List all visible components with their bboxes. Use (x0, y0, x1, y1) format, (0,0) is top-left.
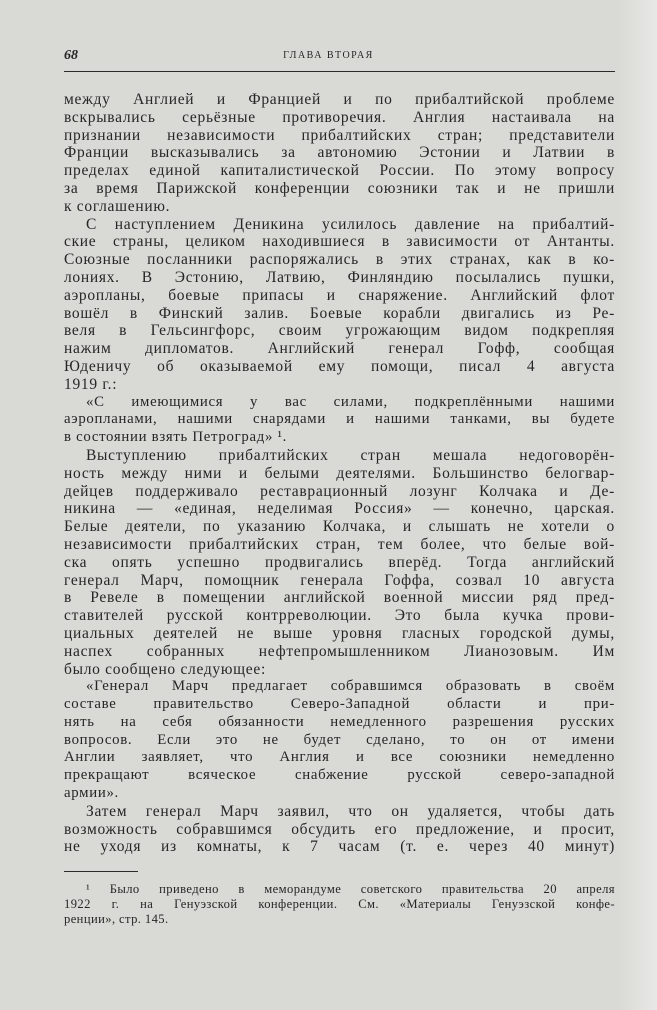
text-line: за время Парижской конференции союзники так и не пришли (64, 179, 615, 197)
paragraph (64, 216, 615, 394)
text-line: возможность собравшимся обсудить его предложение, и просит, (64, 820, 615, 838)
text-line: прекращают всяческое снабжение русской северо-западной (64, 767, 615, 784)
text-line: С наступлением Деникина усилилось давление на прибалтий- (86, 215, 615, 233)
text-line: дейцев поддерживало реставрационный лозунг Колчака и Де- (64, 482, 615, 500)
text-line: вопросов. Если это не будет сделано, то он от имени (64, 731, 615, 748)
text-line: признании независимости прибалтийских стран; представители (64, 126, 615, 144)
text-line: нажим дипломатов. Английский генерал Гофф, сообщая (64, 340, 615, 358)
footnote (64, 882, 615, 927)
paragraph (64, 91, 615, 216)
text-line: в состоянии взять Петроград» ¹. (64, 429, 287, 446)
text-line: вошёл в Финский залив. Боевые корабли двигались из Ре- (64, 304, 615, 322)
text-line: было сообщено следующее: (64, 660, 266, 678)
text-line: в Ревеле в помещении английской военной миссии ряд пред- (64, 589, 615, 607)
paragraph (64, 447, 615, 678)
body-text (64, 91, 615, 856)
paragraph (64, 803, 615, 856)
text-line: «С имеющимися у вас силами, подкреплёнными нашими (86, 393, 615, 410)
block-quote (64, 678, 615, 803)
text-line: аэропланами, нашими снарядами и нашими танками, вы будете (64, 411, 615, 428)
text-line: Союзные посланники распоряжались в этих странах, как в ко- (64, 251, 615, 269)
text-line: независимости прибалтийских стран, тем более, что белые вой- (64, 535, 615, 553)
text-line: циальных деятелей не выше уровня гласных городской думы, (64, 624, 615, 642)
page-number: 68 (64, 48, 78, 63)
text-line: Выступлению прибалтийских стран мешала недоговорён- (86, 446, 615, 464)
text-line: лониях. В Эстонию, Латвию, Финляндию посылались пушки, (64, 268, 615, 286)
text-line: вскрывались серьёзные противоречия. Англия настаивала на (64, 108, 615, 126)
text-line: генерал Марч, помощник генерала Гоффа, созвал 10 августа (64, 571, 615, 589)
footnote-line: ¹ Было приведено в меморандуме советского правительства 20 апреля (86, 882, 615, 896)
text-line: Франции высказывались за автономию Эстонии и Латвии в (64, 144, 615, 162)
text-line: ность между ними и белыми деятелями. Большинство белогвар- (64, 464, 615, 482)
text-line: составе правительство Северо-Западной области и при- (64, 696, 615, 713)
text-line: аэропланы, боевые припасы и снаряжение. Английский флот (64, 286, 615, 304)
text-line: веля в Гельсингфорс, своим угрожающим видом подкрепляя (64, 322, 615, 340)
page-edge-shadow (617, 0, 657, 1010)
block-quote (64, 394, 615, 447)
text-line: Юденичу об оказываемой ему помощи, писал 4 августа (64, 357, 615, 375)
text-line: между Англией и Францией и по прибалтийской проблеме (64, 91, 615, 108)
text-line: наспех собранных нефтепромышленником Лианозовым. Им (64, 642, 615, 660)
footnote-line: ренции», стр. 145. (64, 912, 169, 926)
text-line: Затем генерал Марч заявил, что он удаляется, чтобы дать (86, 802, 615, 820)
text-line: 1919 г.: (64, 375, 118, 393)
text-line: армии». (64, 785, 119, 802)
text-line: никина — «единая, неделимая Россия» — конечно, царская. (64, 500, 615, 518)
footnote-line: 1922 г. на Генуэзской конференции. См. «Материалы Генуэзской конфе- (64, 897, 615, 911)
footnote-rule (64, 871, 138, 872)
text-line: Белые деятели, по указанию Колчака, и слышать не хотели о (64, 518, 615, 536)
text-line: нять на себя обязанности немедленного разрешения русских (64, 713, 615, 730)
text-line: ставителей русской контрреволюции. Это была кучка прови- (64, 607, 615, 625)
running-title: ГЛАВА ВТОРАЯ (283, 50, 374, 61)
text-line: «Генерал Марч предлагает собравшимся образовать в своём (86, 678, 615, 695)
text-line: не уходя из комнаты, к 7 часам (т. е. через 40 минут) (64, 838, 615, 856)
text-line: к соглашению. (64, 197, 171, 215)
text-line: ские страны, целиком находившиеся в зависимости от Антанты. (64, 233, 615, 251)
text-line: Англии заявляет, что Англия и все союзники немедленно (64, 749, 615, 766)
text-line: ска опять успешно продвигались вперёд. Тогда английский (64, 553, 615, 571)
text-line: пределах единой капиталистической России. По этому вопросу (64, 162, 615, 180)
header-rule (64, 71, 615, 72)
